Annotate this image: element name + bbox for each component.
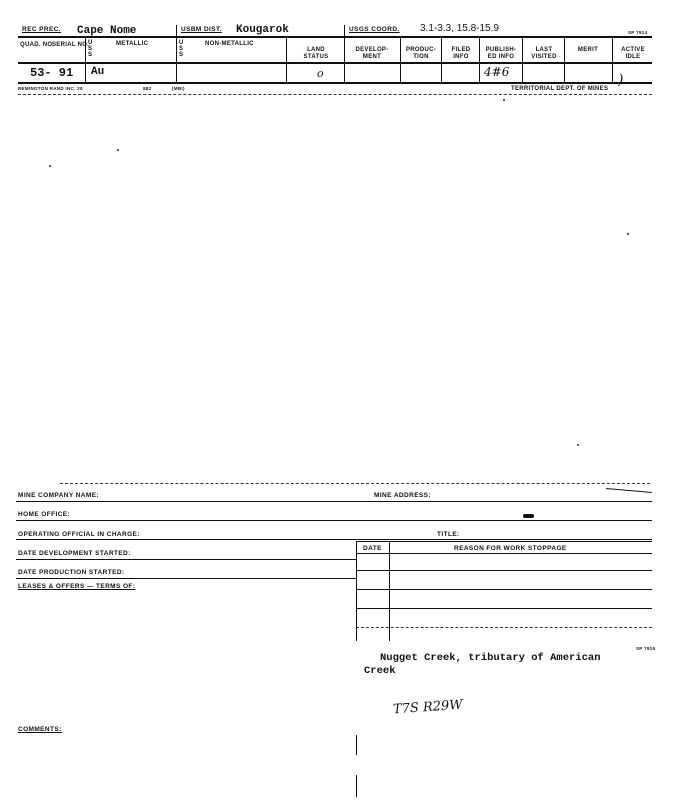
township-range-handwritten: T7S R29W (392, 697, 464, 718)
lower-cut-line (60, 483, 650, 484)
col-published-info: PUBLISH- ED INFO (485, 47, 517, 60)
col-non-metallic: NON-METALLIC (205, 41, 254, 47)
table-rule (356, 570, 652, 571)
location-note-line1: Nugget Creek, tributary of American (380, 652, 601, 664)
usgs-coord-value: 3.1-3.3, 15.8-15.9 (420, 23, 499, 34)
form-rule (16, 578, 356, 579)
mine-company-name-label: MINE COMPANY NAME: (18, 492, 99, 499)
ink-blot (523, 514, 534, 518)
published-info-value: 4#6 (484, 65, 510, 79)
slip-edge (356, 775, 357, 797)
col-divider (344, 36, 345, 82)
table-divider (356, 541, 357, 641)
col-filed-info: FILED INFO (451, 47, 471, 60)
scan-speck (577, 444, 579, 446)
form-number-2: SP 7915 (636, 646, 656, 651)
comments-label: COMMENTS: (18, 726, 62, 733)
col-divider (522, 36, 523, 82)
printer-code-2: (MBI) (172, 86, 185, 91)
table-divider (389, 541, 390, 641)
col-development: DEVELOP- MENT (355, 47, 389, 60)
slip-edge (356, 735, 357, 755)
table-rule (356, 589, 652, 590)
form-rule (16, 539, 652, 540)
rec-prec-value: Cape Nome (77, 25, 137, 37)
land-status-value: o (317, 67, 324, 80)
col-divider (176, 36, 177, 82)
table-rule (356, 553, 652, 554)
col-divider (564, 36, 565, 82)
usbm-dist-label: USBM DIST. (181, 26, 222, 33)
form-rule (16, 501, 652, 502)
quad-serial-value: 53- 91 (30, 66, 74, 80)
date-development-label: DATE DEVELOPMENT STARTED: (18, 550, 131, 557)
form-rule (16, 520, 652, 521)
header-rule-bottom (18, 82, 652, 84)
printer-code: 882 (143, 86, 152, 91)
active-idle-mark: ) (618, 72, 624, 88)
col-metallic: METALLIC (116, 41, 149, 47)
title-label: TITLE: (437, 531, 460, 538)
header-rule-mid (18, 62, 652, 64)
rec-prec-label: REC PREC. (22, 26, 61, 33)
header-divider (176, 25, 177, 36)
col-production: PRODUC- TION (405, 47, 437, 60)
header-divider (344, 25, 345, 36)
col-merit: MERIT (577, 47, 599, 53)
leases-label: LEASES & OFFERS — TERMS OF: (18, 583, 136, 590)
home-office-label: HOME OFFICE: (18, 511, 71, 518)
col-quad-no: QUAD. NO. (20, 42, 55, 48)
location-note-line2: Creek (364, 665, 396, 677)
printer-label: REMINGTON RAND INC. 20 (18, 86, 83, 91)
form-rule (356, 541, 652, 542)
territorial-dept: TERRITORIAL DEPT. OF MINES (511, 86, 609, 92)
col-divider (441, 36, 442, 82)
operating-official-label: OPERATING OFFICIAL IN CHARGE: (18, 531, 140, 538)
usgs-coord-label: USGS COORD. (349, 26, 400, 33)
scan-speck (503, 99, 505, 101)
col-land-status: LAND STATUS (303, 47, 329, 60)
usbm-dist-value: Kougarok (236, 24, 289, 36)
scan-speck (627, 233, 629, 235)
scan-speck (49, 165, 51, 167)
col-uss-nonmetallic: U S S (179, 40, 184, 58)
scan-speck (117, 149, 119, 151)
col-divider (400, 36, 401, 82)
card-cut-line (18, 94, 652, 95)
col-uss-metallic: U S S (88, 40, 93, 58)
date-header: DATE (363, 545, 382, 552)
col-serial-no: SERIAL NO. (52, 42, 90, 48)
metallic-value: Au (91, 66, 105, 78)
reason-header: REASON FOR WORK STOPPAGE (454, 545, 567, 552)
table-rule (356, 608, 652, 609)
col-divider (612, 36, 613, 82)
date-production-label: DATE PRODUCTION STARTED: (18, 569, 125, 576)
mine-address-label: MINE ADDRESS: (374, 492, 431, 499)
col-divider (479, 36, 480, 82)
col-active-idle: ACTIVE IDLE (621, 47, 645, 60)
pen-stroke (606, 488, 652, 493)
form-number: SP 7914 (628, 30, 648, 35)
form-rule (16, 559, 356, 560)
table-rule (356, 627, 652, 628)
col-last-visited: LAST VISITED (531, 47, 557, 60)
col-divider (286, 36, 287, 82)
